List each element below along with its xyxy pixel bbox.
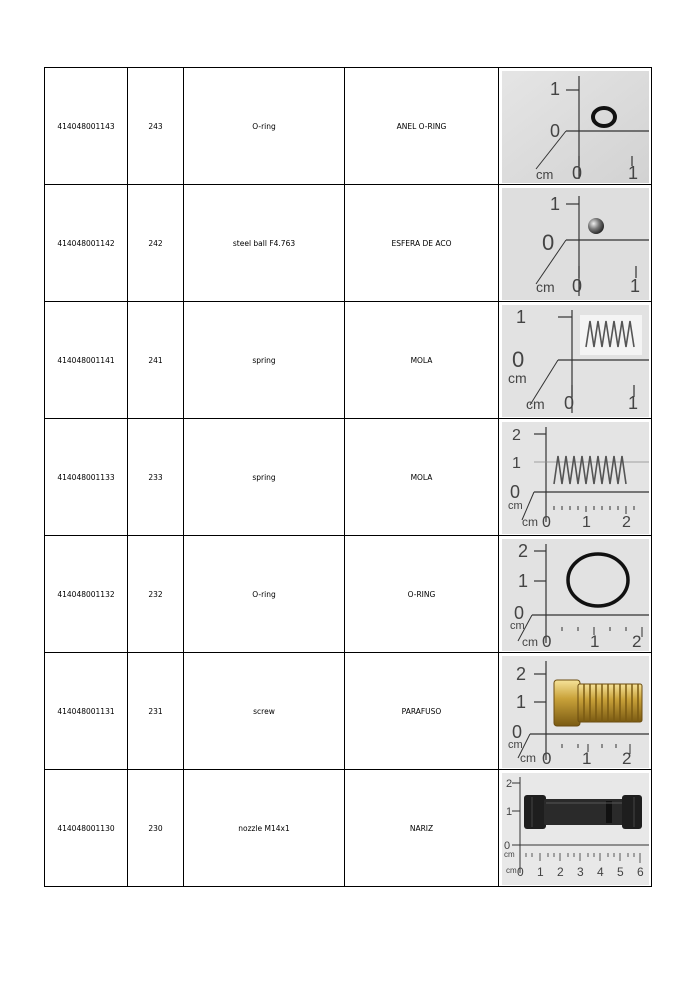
- part-code: 414048001131: [45, 653, 128, 770]
- spring-short-icon: [580, 315, 642, 355]
- part-code: 414048001130: [45, 770, 128, 887]
- unit-label: cm: [519, 751, 536, 765]
- y-tick-label: 0: [509, 482, 520, 502]
- unit-label: cm: [535, 167, 553, 182]
- part-photo: [502, 422, 649, 534]
- steel-ball-icon: [588, 218, 604, 234]
- x-tick-label: 0: [541, 632, 551, 651]
- x-tick-label: 1: [581, 514, 591, 531]
- part-photo-cell: [499, 68, 652, 185]
- description-pt: ANEL O-RING: [345, 68, 499, 185]
- x-tick-label: 0: [571, 163, 582, 183]
- table-row: [45, 419, 652, 536]
- nozzle-icon: [524, 795, 642, 829]
- x-tick-label: 2: [621, 749, 631, 768]
- table-row: [45, 770, 652, 887]
- x-tick-label: 3: [576, 865, 584, 879]
- part-photo-cell: [499, 185, 652, 302]
- unit-label: cm: [505, 866, 517, 875]
- unit-label: cm: [521, 515, 538, 529]
- unit-label: cm: [507, 370, 527, 386]
- x-tick-label: 1: [627, 163, 638, 183]
- parts-table: [44, 67, 652, 887]
- unit-label: cm: [507, 739, 523, 751]
- part-code: 414048001142: [45, 185, 128, 302]
- part-photo-cell: [499, 302, 652, 419]
- y-tick-label: 0: [503, 840, 510, 852]
- y-tick-label: 2: [515, 664, 526, 684]
- y-tick-label: 1: [517, 571, 528, 591]
- table-row: [45, 68, 652, 185]
- y-tick-label: 2: [505, 778, 512, 790]
- x-tick-label: 1: [581, 749, 591, 768]
- table-row: [45, 653, 652, 770]
- position-number: 230: [128, 770, 184, 887]
- description-en: spring: [184, 419, 345, 536]
- description-en: screw: [184, 653, 345, 770]
- y-tick-label: 1: [549, 79, 560, 99]
- position-number: 242: [128, 185, 184, 302]
- part-photo-cell: [499, 419, 652, 536]
- x-tick-label: 5: [616, 865, 624, 879]
- description-en: steel ball F4.763: [184, 185, 345, 302]
- unit-label: cm: [521, 635, 538, 649]
- x-tick-label: 2: [631, 632, 641, 651]
- x-tick-label: 2: [621, 514, 631, 531]
- x-tick-label: 1: [629, 276, 640, 296]
- unit-label: cm: [507, 500, 523, 512]
- unit-label: cm: [535, 279, 555, 295]
- description-en: O-ring: [184, 68, 345, 185]
- x-tick-label: 1: [627, 393, 638, 413]
- part-photo-cell: [499, 770, 652, 887]
- x-tick-label: 0: [541, 514, 551, 531]
- position-number: 232: [128, 536, 184, 653]
- part-photo: [502, 71, 649, 183]
- x-tick-label: 0: [541, 749, 551, 768]
- part-code: 414048001132: [45, 536, 128, 653]
- unit-label: cm: [503, 850, 515, 859]
- y-tick-label: 0: [549, 121, 560, 141]
- position-number: 231: [128, 653, 184, 770]
- unit-label: cm: [525, 396, 545, 412]
- part-photo: [502, 539, 649, 651]
- description-pt: O-RING: [345, 536, 499, 653]
- x-tick-label: 2: [556, 865, 564, 879]
- part-code: 414048001143: [45, 68, 128, 185]
- description-en: O-ring: [184, 536, 345, 653]
- y-tick-label: 0: [511, 347, 524, 372]
- description-pt: MOLA: [345, 419, 499, 536]
- x-tick-label: 0: [571, 276, 582, 296]
- description-pt: ESFERA DE ACO: [345, 185, 499, 302]
- y-tick-label: 2: [511, 427, 521, 444]
- y-tick-label: 1: [515, 692, 526, 712]
- part-code: 414048001133: [45, 419, 128, 536]
- y-tick-label: 2: [517, 541, 528, 561]
- description-pt: MOLA: [345, 302, 499, 419]
- x-tick-label: 4: [596, 865, 604, 879]
- part-photo: [502, 188, 649, 300]
- brass-screw-icon: [554, 680, 642, 726]
- table-row: [45, 302, 652, 419]
- description-en: spring: [184, 302, 345, 419]
- y-tick-label: 0: [511, 722, 522, 742]
- part-photo-cell: [499, 536, 652, 653]
- y-tick-label: 0: [513, 603, 524, 623]
- table-row: [45, 536, 652, 653]
- y-tick-label: 1: [505, 806, 512, 818]
- position-number: 243: [128, 68, 184, 185]
- part-photo-cell: [499, 653, 652, 770]
- description-pt: NARIZ: [345, 770, 499, 887]
- x-tick-label: 6: [636, 865, 644, 879]
- unit-label: cm: [509, 620, 525, 632]
- part-code: 414048001141: [45, 302, 128, 419]
- position-number: 241: [128, 302, 184, 419]
- x-tick-label: 0: [516, 865, 524, 879]
- part-photo: [502, 305, 649, 417]
- y-tick-label: 1: [549, 194, 560, 214]
- position-number: 233: [128, 419, 184, 536]
- x-tick-label: 0: [563, 393, 574, 413]
- y-tick-label: 1: [511, 455, 521, 472]
- y-tick-label: 0: [541, 230, 554, 255]
- x-tick-label: 1: [589, 632, 599, 651]
- part-photo: [502, 773, 649, 885]
- part-photo: [502, 656, 649, 768]
- x-tick-label: 1: [536, 865, 544, 879]
- description-pt: PARAFUSO: [345, 653, 499, 770]
- description-en: nozzle M14x1: [184, 770, 345, 887]
- y-tick-label: 1: [515, 307, 526, 327]
- table-row: [45, 185, 652, 302]
